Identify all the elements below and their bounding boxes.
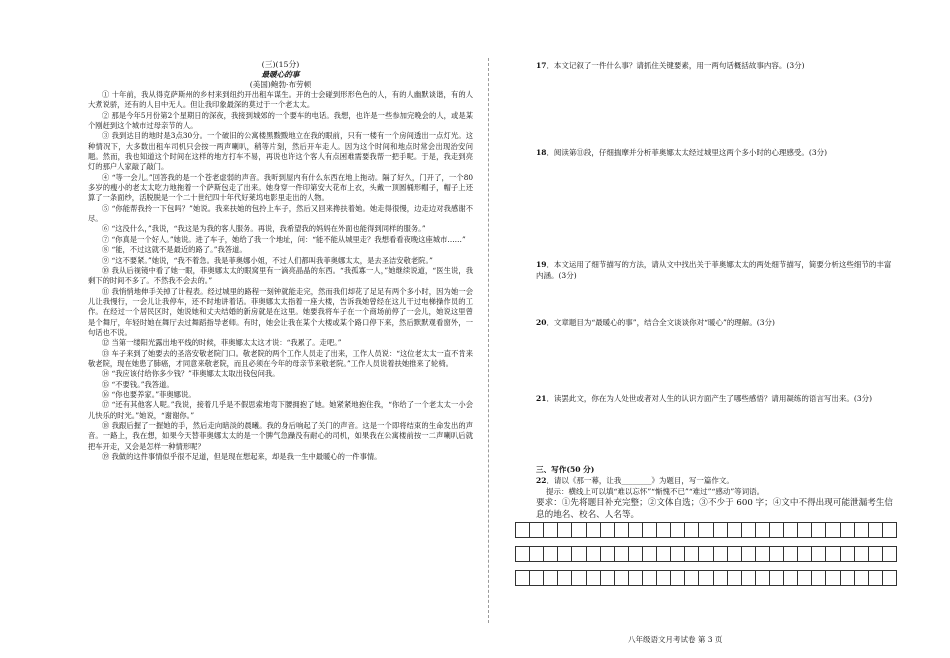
- answer-grid-row[interactable]: [515, 522, 897, 538]
- grid-cell[interactable]: [742, 571, 756, 585]
- passage-paragraph: ② 那是今年5月份第2个星期日的深夜，我接到城郊的一个要车的电话。我想，也许是一些参加完晚会的人，或是某个刚赶到这个城市过母亲节的人。: [88, 110, 473, 131]
- grid-cell[interactable]: [869, 547, 883, 561]
- grid-cell[interactable]: [784, 523, 798, 537]
- grid-cell[interactable]: [841, 547, 855, 561]
- grid-cell[interactable]: [756, 547, 770, 561]
- grid-cell[interactable]: [855, 571, 869, 585]
- passage-paragraph: ⑪ 我悄悄地伸手关掉了计程表。经过城里的路程一刻钟就能走完，然而我们却花了足足有两个多小时，因为她一会儿让我慢行，一会儿让我停车，还不时地讲着话。菲奥娜太太指着一座大楼，告诉我她曾经在这儿干过电梯操作员的工作。在经过一个居民区时，她说她和丈夫结婚的新房就是在这里。她要我将车子在一个商场前停了一会儿，她说这里曾是个舞厅，年轻时她在舞厅去过舞蹈指导老师。有时，她会让我在某个大楼或某个路口停下来，然后默默观看窗外，一句话也不说。: [88, 286, 473, 337]
- passage-paragraph: ⑱ 我跟后握了一握她的手，然后走向暗淡的晨曦。我的身后响起了关门的声音。这是一个即将结束的生命发出的声音。一路上，我在想，如果今天替菲奥娜太太的是一个脾气急躁没有耐心的司机，如果我在公寓楼前按一二声喇叭后就把车开走，又会是怎样一种情形呢？: [88, 421, 473, 451]
- grid-cell[interactable]: [826, 547, 840, 561]
- grid-cell[interactable]: [742, 547, 756, 561]
- grid-cell[interactable]: [728, 547, 742, 561]
- grid-cell[interactable]: [798, 571, 812, 585]
- grid-cell[interactable]: [516, 547, 530, 561]
- grid-cell[interactable]: [685, 547, 699, 561]
- grid-cell[interactable]: [671, 547, 685, 561]
- grid-cell[interactable]: [657, 523, 671, 537]
- question-21: [536, 393, 896, 404]
- grid-cell[interactable]: [784, 547, 798, 561]
- grid-cell[interactable]: [558, 571, 572, 585]
- grid-cell[interactable]: [572, 571, 586, 585]
- grid-cell[interactable]: [770, 547, 784, 561]
- grid-cell[interactable]: [883, 571, 896, 585]
- passage-paragraph: ③ 我到达目的地时是3点30分。一个破旧的公寓楼黑黢黢地立在我的眼前，只有一楼有一个房间透出一点灯光。这种情况下，大多数出租车司机只会按一两声喇叭，稍等片刻，然后开车走人。因为这个时间和地点时常会出现治安问题。然而，我也知道这个时间在这样的地方打车不易，再说也许这个客人有点困难需要我帮一把手呢。于是，我走到亮灯的那户人家敲了敲门。: [88, 131, 473, 172]
- grid-cell[interactable]: [784, 571, 798, 585]
- grid-cell[interactable]: [572, 523, 586, 537]
- grid-cell[interactable]: [558, 547, 572, 561]
- grid-cell[interactable]: [714, 571, 728, 585]
- grid-cell[interactable]: [770, 571, 784, 585]
- question-text: ．本文运用了细节描写的方法，请从文中找出关于菲奥娜太太的两处细节描写，简要分析这些细节的丰富内涵。(3分): [536, 260, 892, 280]
- grid-cell[interactable]: [699, 547, 713, 561]
- question-number: 17: [536, 61, 547, 70]
- grid-cell[interactable]: [643, 571, 657, 585]
- question-text: ．本文记叙了一件什么事？请抓住关键要素，用一两句话概括故事内容。(3分): [546, 61, 805, 70]
- passage-body: [88, 90, 473, 462]
- grid-cell[interactable]: [812, 523, 826, 537]
- passage-paragraph: ⑧ “能，不过这就不是最近的路了。”我答道。: [101, 245, 247, 255]
- question-number: 20: [536, 318, 547, 327]
- passage-paragraph: ⑰ “还有其他客人呢。”我说，接着几乎是不假思索地弯下腰拥抱了她。她紧紧地抱住我，“你给了一个老太太一小会儿快乐的时光。”她说，“谢谢你。”: [88, 400, 473, 420]
- passage-paragraph: ⑦ “你真是一个好人。”她说。进了车子，她给了我一个地址，问：“能不能从城里走？我想看看夜晚这座城市……”: [101, 234, 466, 244]
- question-text: ．文章题目为“最暖心的事”，结合全文谈谈你对“暖心”的理解。(3分): [546, 318, 775, 327]
- passage-paragraph: ⑬ 车子来到了她要去的圣洛安敬老院门口。敬老院的两个工作人员走了出来，工作人员说：“这位老太太一直不肯来敬老院，现在她患了肺癌，才同意来敬老院，而且必须在今年的母亲节来敬老院。”工作人员说着扶她推来了轮椅。: [88, 348, 473, 368]
- answer-grid-row[interactable]: [515, 546, 897, 562]
- passage-paragraph: ⑲ 我做的这件事情似乎很不足道，但是现在想起来，却是我一生中最暖心的一件事情。: [101, 452, 382, 462]
- grid-cell[interactable]: [516, 523, 530, 537]
- grid-cell[interactable]: [587, 523, 601, 537]
- grid-cell[interactable]: [728, 523, 742, 537]
- question-17: [536, 60, 896, 71]
- grid-cell[interactable]: [671, 571, 685, 585]
- grid-cell[interactable]: [841, 571, 855, 585]
- writing-prompt: [536, 475, 896, 486]
- grid-cell[interactable]: [699, 571, 713, 585]
- grid-cell[interactable]: [855, 523, 869, 537]
- writing-requirements: 要求：①先将题目补充完整；②文体自选；③不少于 600 字；④文中不得出现可能泄漏考生信息的地名、校名、人名等。: [536, 498, 894, 520]
- story-title: 最暖心的事: [261, 70, 300, 79]
- grid-cell[interactable]: [601, 547, 615, 561]
- story-author: (美国)鲍勃·布劳顿: [249, 80, 312, 89]
- grid-cell[interactable]: [516, 571, 530, 585]
- grid-cell[interactable]: [770, 523, 784, 537]
- grid-cell[interactable]: [643, 547, 657, 561]
- passage-paragraph: ⑤ “你能帮我拎一下包吗？”她说。我来扶她的包拎上车子，然后又回来搀扶着她。她走得很慢，边走边对我感谢不尽。: [88, 203, 473, 224]
- passage-paragraph: ④ “等一会儿。”回答我的是一个苍老虚弱的声音。我听到屋内有什么东西在地上拖动。隔了好久，门开了，一个80多岁的瘦小的老太太吃力地拖着一个萨斯包走了出来。她身穿一件印第安大花布上衣，头戴一顶圆桶形帽子，帽子上还算了一条面纱，活脱脱是一个二十世纪四十年代好莱坞电影里走出的人物。: [88, 172, 473, 203]
- grid-cell[interactable]: [572, 547, 586, 561]
- passage-paragraph: ⑥ “这没什么，”我说，“我这是为我的客人服务。再说，我希望我的妈妈在外面也能得到同样的服务。”: [101, 224, 426, 234]
- grid-cell[interactable]: [544, 523, 558, 537]
- grid-cell[interactable]: [883, 523, 896, 537]
- grid-cell[interactable]: [615, 571, 629, 585]
- passage-paragraph: ① 十年前，我从得克萨斯州的乡村来到纽约开出租车谋生。开的士会碰到形形色色的人，有的人幽默谈谐，有的人大煮说骄，还有的人目中无人。但让我印象最深的莫过于一个老太太。: [88, 90, 473, 110]
- question-number: 19: [536, 260, 547, 269]
- grid-cell[interactable]: [728, 571, 742, 585]
- grid-cell[interactable]: [883, 547, 896, 561]
- passage-paragraph: ⑮ “不要钱。”我答道。: [101, 379, 174, 389]
- grid-cell[interactable]: [643, 523, 657, 537]
- answer-grid-row[interactable]: [515, 570, 897, 586]
- grid-cell[interactable]: [685, 523, 699, 537]
- prompt-text: ．请以《那一幕，让我________》为题目，写一篇作文。: [546, 476, 734, 485]
- grid-cell[interactable]: [615, 547, 629, 561]
- grid-cell[interactable]: [544, 547, 558, 561]
- question-text: ．读罢此文，你在为人处世或者对人生的认识方面产生了哪些感悟？请用凝练的语言写出来。(3分): [546, 394, 873, 403]
- passage-paragraph: ⑭ “我应该付给你多少钱？”菲奥娜太太取出钱包问我。: [101, 369, 280, 379]
- section-header: (三)(15分): [261, 60, 300, 69]
- grid-cell[interactable]: [601, 523, 615, 537]
- question-18: [536, 147, 896, 158]
- passage-paragraph: ⑫ 当第一缕阳光露出地平线的时候，菲奥娜太太这才说：“我累了。走吧。”: [101, 338, 342, 348]
- grid-cell[interactable]: [798, 523, 812, 537]
- grid-cell[interactable]: [756, 523, 770, 537]
- grid-cell[interactable]: [601, 571, 615, 585]
- grid-cell[interactable]: [629, 571, 643, 585]
- passage-paragraph: ⑩ 我从后视镜中看了她一眼，菲奥娜太太的眼窝里有一滴亮晶晶的东西。“我孤寡一人，”她继续说道，“医生说，我剩下的时间不多了。不然我不会去的。”: [88, 265, 473, 286]
- grid-cell[interactable]: [699, 523, 713, 537]
- grid-cell[interactable]: [869, 571, 883, 585]
- question-text: ．阅读第⑪段，仔细揣摩并分析菲奥娜太太经过城里这两个多小时的心理感受。(3分): [546, 148, 828, 157]
- reading-passage: [88, 60, 473, 462]
- grid-cell[interactable]: [798, 547, 812, 561]
- grid-cell[interactable]: [714, 547, 728, 561]
- grid-cell[interactable]: [855, 547, 869, 561]
- question-20: [536, 317, 896, 328]
- grid-cell[interactable]: [869, 523, 883, 537]
- question-number: 22: [536, 476, 547, 485]
- grid-cell[interactable]: [558, 523, 572, 537]
- grid-cell[interactable]: [826, 571, 840, 585]
- grid-cell[interactable]: [812, 547, 826, 561]
- grid-cell[interactable]: [530, 547, 544, 561]
- grid-cell[interactable]: [544, 571, 558, 585]
- grid-cell[interactable]: [742, 523, 756, 537]
- writing-hint: 提示：横线上可以填“难以忘怀”“惭愧不已”“难过”“感动”等词语。: [546, 487, 765, 496]
- grid-cell[interactable]: [812, 571, 826, 585]
- writing-header: 三、写作(50 分): [536, 465, 595, 474]
- passage-paragraph: ⑯ “你也要养家。”菲奥娜说。: [101, 389, 196, 399]
- grid-cell[interactable]: [714, 523, 728, 537]
- page-footer: 八年级语文月考试卷 第 3 页: [628, 635, 723, 644]
- grid-cell[interactable]: [530, 523, 544, 537]
- grid-cell[interactable]: [841, 523, 855, 537]
- question-number: 18: [536, 148, 547, 157]
- grid-cell[interactable]: [671, 523, 685, 537]
- passage-paragraph: ⑨ “这不要紧。”她说，“我不着急。我是菲奥娜小姐，不过人们都叫我菲奥娜太太，是去圣洁安敬老院。”: [101, 255, 433, 265]
- grid-cell[interactable]: [657, 547, 671, 561]
- column-divider: [488, 58, 489, 623]
- writing-section: [536, 464, 896, 521]
- grid-cell[interactable]: [756, 571, 770, 585]
- grid-cell[interactable]: [530, 571, 544, 585]
- grid-cell[interactable]: [587, 547, 601, 561]
- grid-cell[interactable]: [826, 523, 840, 537]
- grid-cell[interactable]: [615, 523, 629, 537]
- grid-cell[interactable]: [657, 571, 671, 585]
- question-19: [536, 259, 896, 281]
- question-number: 21: [536, 394, 547, 403]
- grid-cell[interactable]: [629, 523, 643, 537]
- grid-cell[interactable]: [685, 571, 699, 585]
- grid-cell[interactable]: [629, 547, 643, 561]
- grid-cell[interactable]: [587, 571, 601, 585]
